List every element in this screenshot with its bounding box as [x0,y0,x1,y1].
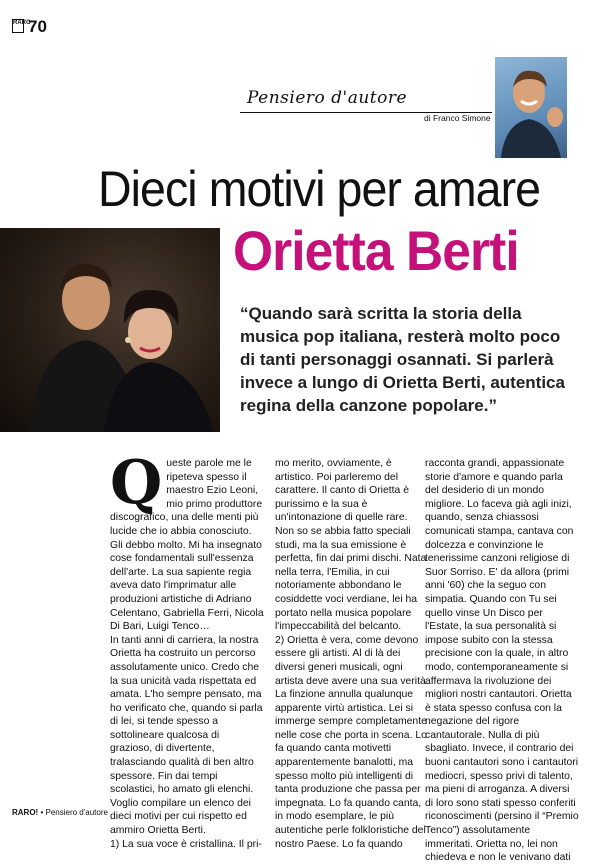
paragraph: racconta grandi, appassionate storie d'amore e quando parla del desiderio di un mondo migliore. Lo faceva già agli inizi, quando, senza chiassosi comunicati stampa, cantava con dolcezza e convinzione le tenerissime canzoni religiose di Suor Sorriso. E' da allora (primi anni '60) che la seguo con simpatia. Quando con Tu sei quello vinse Un Disco per l'Estate, la sua personalità si impose subito con la stessa precisione con la quale, in altro modo, contemporaneamente si affermava la rivoluzione dei migliori nostri cantautori. Orietta è stata spesso confusa con la negazione del rigore cantautorale. Nulla di più sbagliato. Invece, il contrario dei buoni cantautori sono i cantautori mediocri, spesso privi di talento, ma pieni di arroganza. A diversi di loro sono stati spesso conferiti riconoscimenti (persino il “Premio Tenco”) assolutamente immeritati. Orietta no, lei non chiedeva e non le venivano dati [425,458,579,864]
duo-portrait-icon [0,228,220,432]
rubric-title: Pensiero d'autore [247,88,408,108]
pull-quote: “Quando sarà scritta la storia della musica pop italiana, resterà molto poco di tanti personaggi osannati. Si parlerà invece a lungo di Orietta Berti, autentica regina della canzone popolare.” [240,304,565,415]
main-photo [0,228,220,432]
magazine-logo-icon: RARO [12,19,24,33]
paragraph: ueste parole me le ripeteva spesso il maestro Ezio Leoni, mio primo produttore discografico, una delle menti più lucide che io abbia conosciuto. Gli debbo molto. Mi ha insegnato cose fondamentali sull'essenza dell'arte. La sua sapiente regia aveva dato l'imprimatur alle produzioni artistiche di Adriano Celentano, Gabriella Ferri, Nicola Di Bari, Luigi Tenco… [110,458,264,633]
footer-section: • Pensiero d'autore [40,808,108,817]
author-portrait-icon [495,57,567,158]
footer [12,808,108,817]
byline: di Franco Simone [424,113,491,123]
paragraph: 1) La sua voce è cristallina. Il pri- [110,838,262,850]
headline-line-1: Dieci motivi per amare [98,161,541,217]
text-column-2 [275,457,429,851]
text-column-3 [425,457,579,865]
headline-line-2: Orietta Berti [233,219,519,282]
paragraph: In tanti anni di carriera, la nostra Orietta ha costruito un percorso assolutamente unico. Credo che la sua unicità vada rispettata ed amata. L'ho sempre pensato, ma ho verificato che, quando si parla di lei, si tende spesso a sottolineare qualcosa di grazioso, di divertente, tralasciando qualità di ben altro spessore. Fin dai tempi scolastici, ho amato gli elenchi. Voglio compilare un elenco dei dieci motivi per cui rispetto ed ammiro Orietta Berti. [110,634,263,837]
text-column-1 [110,448,264,851]
paragraph: mo merito, ovviamente, è artistico. Poi parleremo del carattere. Il canto di Orietta è purissimo e la sua è un'intonazione di quelle rare. Non so se abbia fatto speciali studi, ma la sua emissione è perfetta, fin dai primi dischi. Nata nella terra, l'Emilia, in cui notoriamente abbondano le cosiddette voci verdiane, lei ha portato nella musica popolare l'impeccabilità del belcanto. [275,458,427,633]
author-photo [495,57,567,158]
footer-brand: RARO! [12,808,39,817]
page-number: 70 [28,17,47,36]
paragraph: 2) Orietta è vera, come devono essere gli artisti. Al di là dei diversi generi musicali, ogni artista deve avere una sua verità. La finzione annulla qualunque apparente virtù artistica. Lei si immerge sempre completamente nelle cose che porta in scena. Lo fa quando canta motivetti apparentemente banalotti, ma spesso molto più intelligenti di tanta produzione che passa per impegnata. Lo fa quando canta, in modo esemplare, le più autentiche perle folkloristiche del nostro Paese. Lo fa quando [275,634,429,850]
drop-cap: Q [110,448,163,518]
